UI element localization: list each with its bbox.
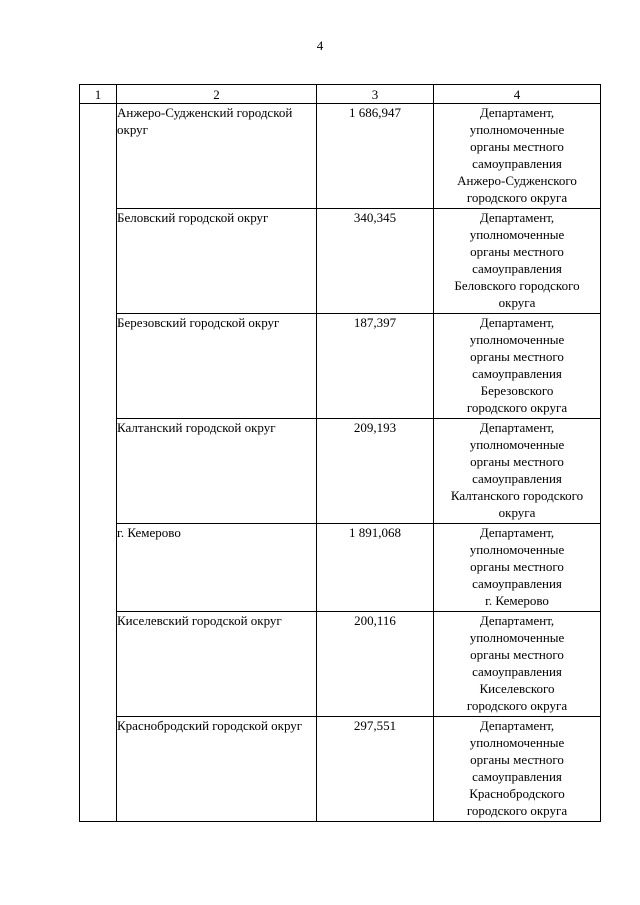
responsible-org (434, 314, 601, 419)
org-line: г. Кемерово (485, 593, 549, 608)
org-line: уполномоченные (469, 735, 565, 750)
org-line: округа (498, 505, 536, 520)
org-line: городского округа (466, 803, 568, 818)
org-line: округа (498, 295, 536, 310)
org-line: уполномоченные (469, 630, 565, 645)
responsible-org (434, 612, 601, 717)
org-line: городского округа (466, 190, 568, 205)
org-line: органы местного (470, 244, 564, 259)
org-line: органы местного (470, 139, 564, 154)
org-line: уполномоченные (469, 437, 565, 452)
responsible-org (434, 717, 601, 822)
org-line: самоуправления (472, 664, 562, 679)
amount-value: 340,345 (317, 209, 434, 314)
org-line: органы местного (470, 647, 564, 662)
org-line: органы местного (470, 752, 564, 767)
amount-value: 1 891,068 (317, 524, 434, 612)
org-line: Департамент, (479, 525, 555, 540)
org-line: Департамент, (479, 420, 555, 435)
table-row (80, 209, 601, 314)
amount-value: 200,116 (317, 612, 434, 717)
org-line: Беловского городского (454, 278, 580, 293)
table-row (80, 104, 601, 209)
org-line: самоуправления (472, 471, 562, 486)
org-line: органы местного (470, 349, 564, 364)
org-line: Департамент, (479, 315, 555, 330)
budget-table (79, 84, 601, 822)
org-line: уполномоченные (469, 332, 565, 347)
org-line: уполномоченные (469, 122, 565, 137)
table-row (80, 524, 601, 612)
org-line: Калтанского городского (450, 488, 584, 503)
org-line: Департамент, (479, 718, 555, 733)
header-col-1: 1 (80, 85, 117, 104)
org-line: городского округа (466, 400, 568, 415)
municipality-name: Березовский городской округ (117, 314, 317, 419)
municipality-name: Беловский городской округ (117, 209, 317, 314)
org-line: самоуправления (472, 769, 562, 784)
responsible-org (434, 104, 601, 209)
org-line: уполномоченные (469, 542, 565, 557)
table-row (80, 419, 601, 524)
org-line: городского округа (466, 698, 568, 713)
responsible-org (434, 419, 601, 524)
responsible-org (434, 209, 601, 314)
org-line: самоуправления (472, 366, 562, 381)
org-line: органы местного (470, 454, 564, 469)
amount-value: 209,193 (317, 419, 434, 524)
table-row (80, 314, 601, 419)
header-col-4: 4 (434, 85, 601, 104)
org-line: Киселевского (479, 681, 555, 696)
municipality-name: Краснобродский городской округ (117, 717, 317, 822)
table-row (80, 612, 601, 717)
org-line: Анжеро-Судженского (457, 173, 577, 188)
municipality-name: г. Кемерово (117, 524, 317, 612)
amount-value: 1 686,947 (317, 104, 434, 209)
org-line: самоуправления (472, 261, 562, 276)
page-number: 4 (316, 38, 324, 53)
header-col-2: 2 (117, 85, 317, 104)
municipality-name: Калтанский городской округ (117, 419, 317, 524)
index-cell (80, 104, 117, 822)
header-col-3: 3 (317, 85, 434, 104)
amount-value: 187,397 (317, 314, 434, 419)
org-line: самоуправления (472, 576, 562, 591)
org-line: органы местного (470, 559, 564, 574)
municipality-name: Анжеро-Судженский городской округ (117, 104, 317, 209)
org-line: уполномоченные (469, 227, 565, 242)
municipality-name: Киселевский городской округ (117, 612, 317, 717)
org-line: Краснобродского (469, 786, 565, 801)
table-header-row (80, 85, 601, 104)
table-row (80, 717, 601, 822)
org-line: Департамент, (479, 613, 555, 628)
org-line: Департамент, (479, 210, 555, 225)
org-line: самоуправления (472, 156, 562, 171)
responsible-org (434, 524, 601, 612)
amount-value: 297,551 (317, 717, 434, 822)
org-line: Березовского (480, 383, 554, 398)
org-line: Департамент, (479, 105, 555, 120)
